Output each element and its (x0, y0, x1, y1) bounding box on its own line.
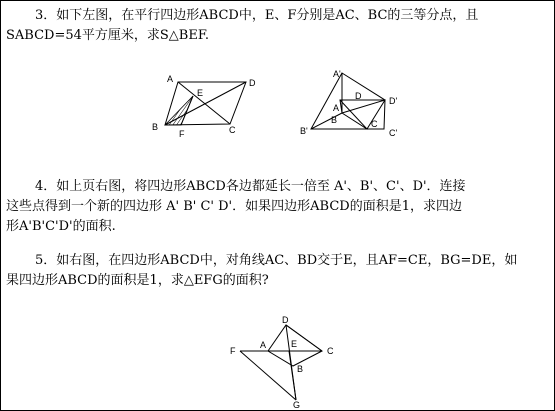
label-b: B (297, 364, 304, 374)
line-e-g (289, 351, 296, 400)
problem-5-line-2: 果四边形ABCD的面积是1，求△EFG的面积? (6, 273, 269, 288)
label-d: D (249, 78, 256, 88)
label-b: B (152, 122, 159, 132)
problem-4-line-1: 4．如上页右图，将四边形ABCD各边都延长一倍至 A'、B'、C'、D'．连接 (35, 179, 466, 194)
label-a: A (260, 340, 267, 350)
label-a: A (333, 103, 340, 113)
label-e: E (197, 88, 204, 98)
problem-4-line-2: 这些点得到一个新的四边形 A' B' C' D'．如果四边形ABCD的面积是1，求四边 (6, 199, 462, 214)
figure-parallelogram-abcd (140, 68, 260, 143)
label-c: C (327, 346, 334, 356)
label-g: G (293, 400, 301, 410)
diagonal-bd (165, 82, 246, 125)
label-a-prime: A' (333, 69, 341, 79)
problem-5-line-1: 5．如右图，在四边形ABCD中，对角线AC、BD交于E，且AF=CE，BG=DE，如 (35, 253, 518, 268)
label-d: D (355, 91, 362, 101)
label-f: F (230, 346, 236, 356)
label-c: C (229, 125, 236, 135)
label-b-prime: B' (300, 126, 308, 136)
figure-extended-quadrilateral (295, 62, 405, 142)
label-c: C (371, 119, 378, 129)
label-c-prime: C' (389, 128, 398, 138)
label-d: D (282, 315, 289, 325)
label-a: A (167, 74, 174, 84)
label-b: B (331, 115, 338, 125)
figure-quadrilateral-efg (228, 313, 343, 411)
label-d-prime: D' (389, 96, 398, 106)
label-e: E (291, 339, 298, 349)
problem-3-line-1: 3．如下左图，在平行四边形ABCD中，E、F分别是AC、BC的三等分点，且 (35, 8, 479, 23)
problem-4-line-3: 形A'B'C'D'的面积. (6, 219, 116, 234)
problem-3-line-2: SABCD=54平方厘米，求S△BEF. (6, 28, 209, 43)
label-f: F (179, 129, 185, 139)
line-f-g (240, 351, 296, 400)
